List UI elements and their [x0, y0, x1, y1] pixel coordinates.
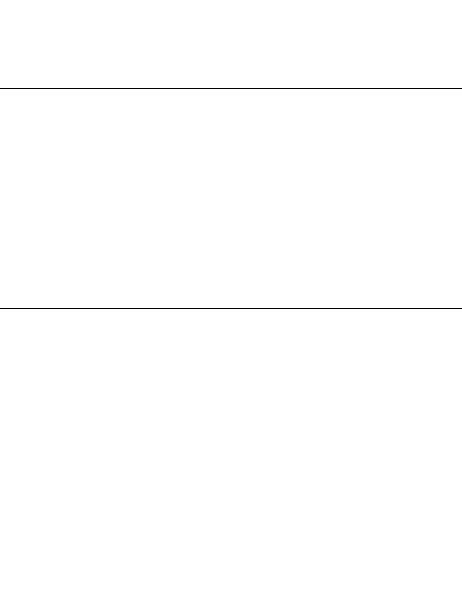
article-intro — [6, 38, 456, 88]
cut-off-top-line — [4, 0, 304, 6]
section-chinese-writers — [6, 430, 456, 612]
section-nazrul-sangeet — [6, 92, 456, 308]
section-divider — [0, 88, 462, 89]
article-headline — [0, 8, 462, 38]
section-divider — [0, 308, 462, 309]
section-jam-jojonay — [6, 312, 456, 429]
